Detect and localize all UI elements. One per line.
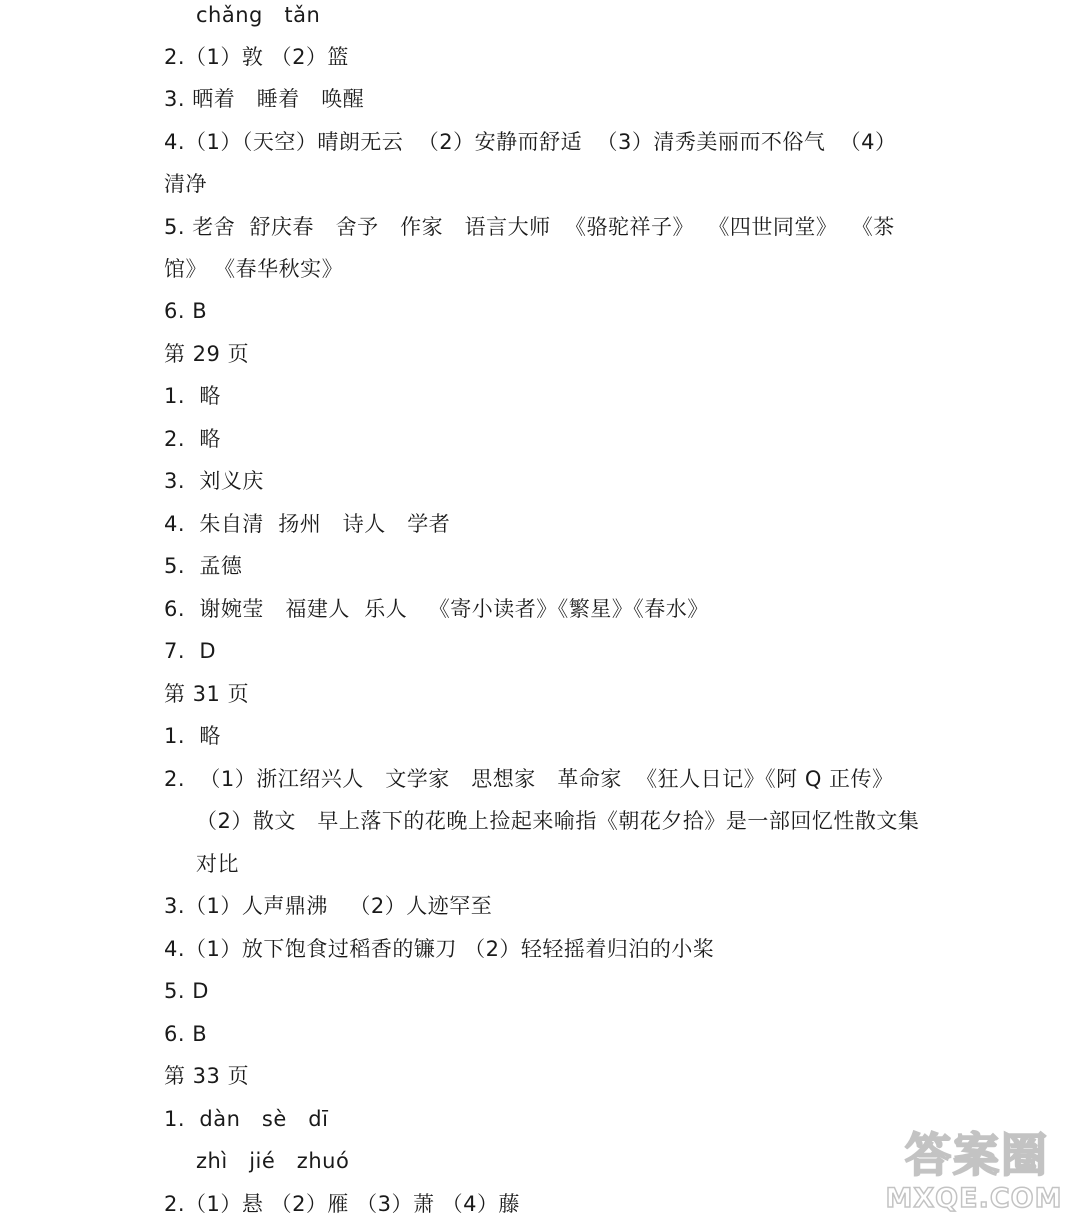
answer-line: 6. B: [164, 1022, 208, 1046]
pinyin-line: zhì jié zhuó: [196, 1149, 350, 1173]
watermark-url: MXQE.COM: [885, 1182, 1063, 1214]
watermark-logo-text: 答案圈: [905, 1128, 1049, 1182]
answer-line: 2.（1）悬 （2）雁 （3）萧 （4）藤: [164, 1192, 521, 1216]
page-heading: 第 31 页: [164, 682, 250, 706]
answer-line: 2. 略: [164, 427, 221, 451]
answer-line: 1. dàn sè dī: [164, 1107, 329, 1131]
answer-line: 1. 略: [164, 724, 221, 748]
answer-line: 2. （1）浙江绍兴人 文学家 思想家 革命家 《狂人日记》《阿 Q 正传》: [164, 767, 894, 791]
answer-line: 2.（1）敦 （2）篮: [164, 45, 349, 69]
answer-line: 馆》 《春华秋实》: [164, 257, 344, 281]
answer-line: 7. D: [164, 639, 217, 663]
answer-line: 4.（1）（天空）晴朗无云 （2）安静而舒适 （3）清秀美丽而不俗气 （4）: [164, 130, 897, 154]
answer-line: 1. 略: [164, 384, 221, 408]
answer-line: 对比: [196, 852, 239, 876]
page-heading: 第 29 页: [164, 342, 250, 366]
answer-line: 3. 刘义庆: [164, 469, 264, 493]
answer-line: 5. 老舍 舒庆春 舍予 作家 语言大师 《骆驼祥子》 《四世同堂》 《茶: [164, 215, 895, 239]
answer-line: 4.（1）放下饱食过稻香的镰刀 （2）轻轻摇着归泊的小桨: [164, 937, 715, 961]
answer-line: （2）散文 早上落下的花晚上捡起来喻指《朝花夕拾》是一部回忆性散文集: [196, 809, 920, 833]
site-watermark: [874, 1122, 1074, 1214]
pinyin-line-1: chǎng tǎn: [196, 3, 321, 27]
answer-line: 5. D: [164, 979, 209, 1003]
answer-line: 3. 晒着 睡着 唤醒: [164, 87, 365, 111]
answer-line: 5. 孟德: [164, 554, 243, 578]
answer-line: 清净: [164, 172, 207, 196]
page-heading: 第 33 页: [164, 1064, 250, 1088]
answer-line: 6. B: [164, 299, 208, 323]
answer-line: 4. 朱自清 扬州 诗人 学者: [164, 512, 451, 536]
answer-line: 3.（1）人声鼎沸 （2）人迹罕至: [164, 894, 493, 918]
answer-line: 6. 谢婉莹 福建人 乐人 《寄小读者》《繁星》《春水》: [164, 597, 709, 621]
